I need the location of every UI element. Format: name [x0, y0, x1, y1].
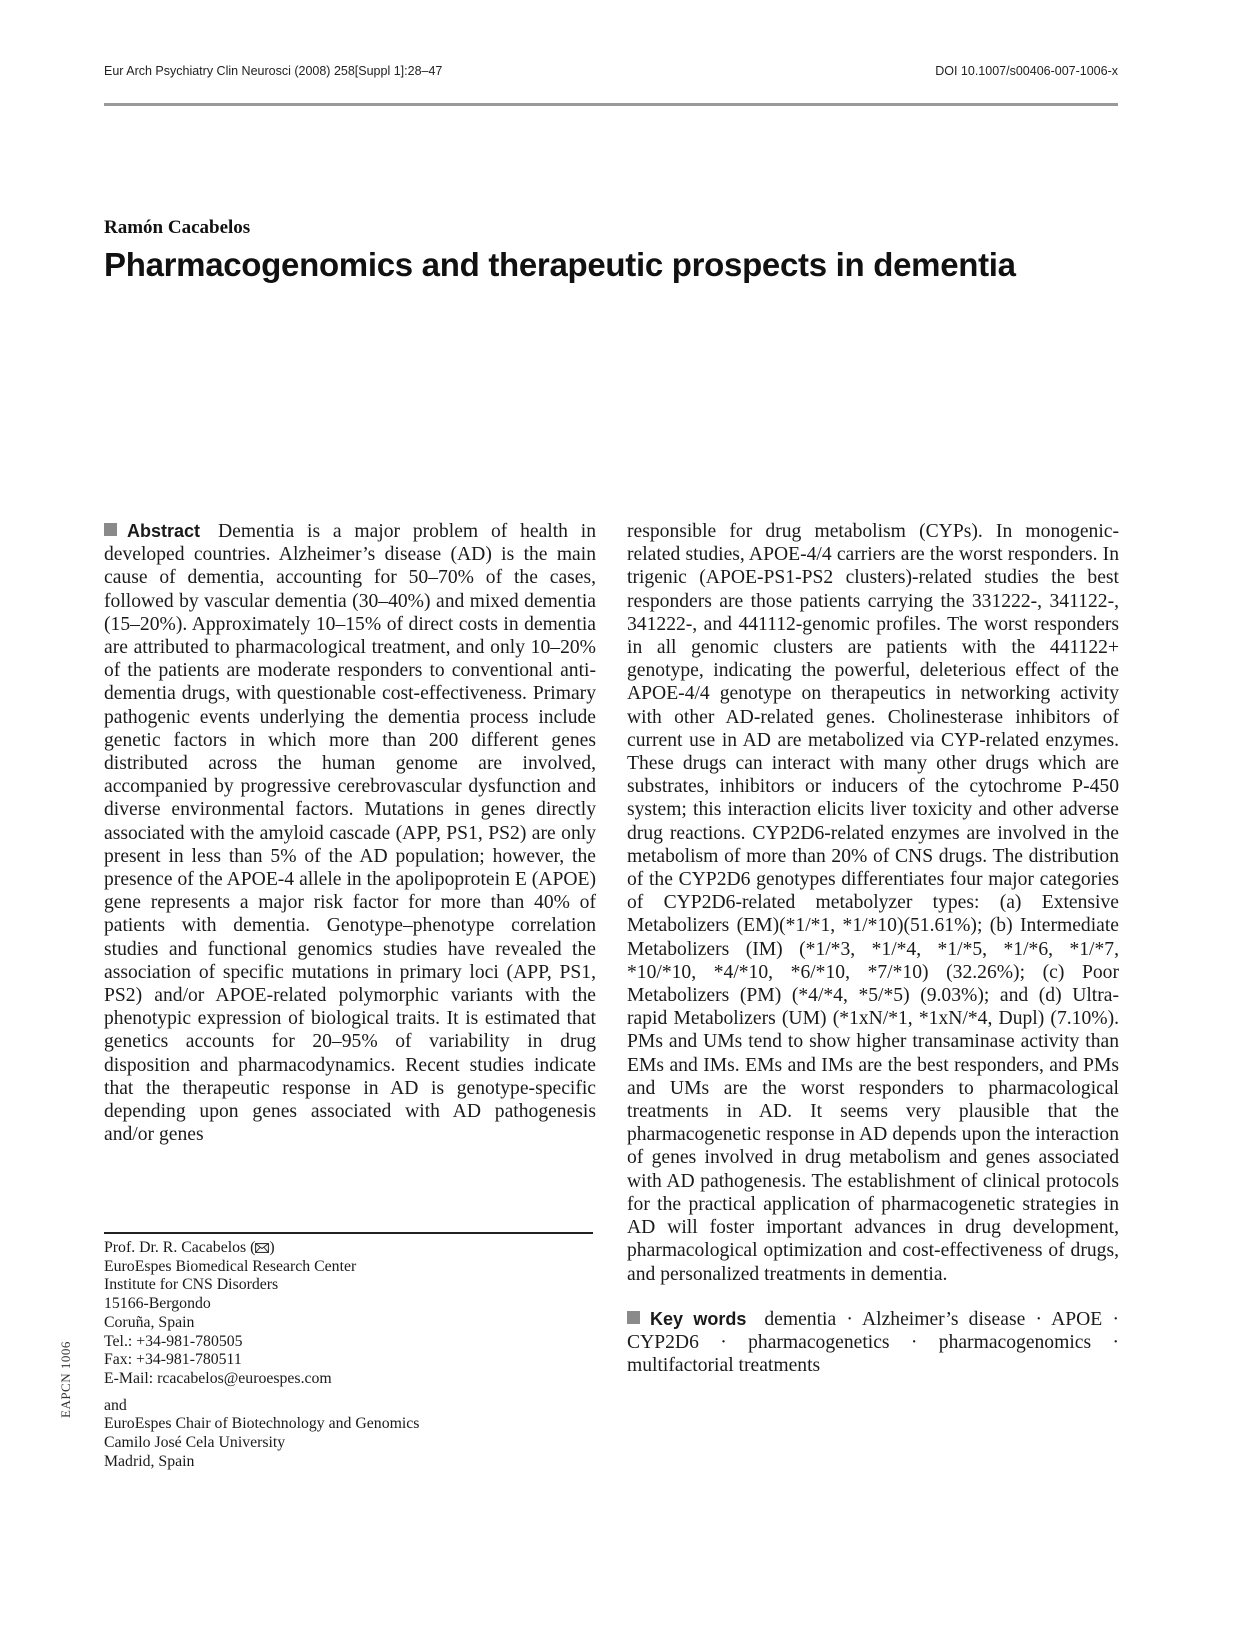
affiliation-and: and	[104, 1396, 127, 1414]
affiliation-line: 15166-Bergondo	[104, 1295, 211, 1313]
abstract-left-column	[104, 520, 596, 1146]
keywords-label: Key words	[650, 1308, 747, 1329]
fax-line: Fax: +34-981-780511	[104, 1351, 242, 1369]
affiliation-line: Camilo José Cela University	[104, 1434, 286, 1452]
keywords-text: dementia · Alzheimer’s disease · APOE · CYP2D6 · pharmacogenetics · pharmacogenomics · multifactorial treatments	[627, 1308, 1119, 1377]
correspondence-block	[104, 1239, 419, 1471]
correspondence-name: Prof. Dr. R. Cacabelos (	[104, 1239, 256, 1256]
email-line: E-Mail: rcacabelos@euroespes.com	[104, 1369, 332, 1387]
abstract-square-icon	[104, 523, 117, 536]
article-title: Pharmacogenomics and therapeutic prospects in dementia	[104, 246, 1016, 283]
author-name: Ramón Cacabelos	[104, 217, 251, 238]
envelope-icon	[255, 1243, 269, 1253]
affiliation-line: EuroEspes Biomedical Research Center	[104, 1257, 357, 1275]
phone-line: Tel.: +34-981-780505	[104, 1332, 243, 1350]
abstract-label: Abstract	[127, 521, 201, 541]
abstract-text-left: Dementia is a major problem of health in developed countries. Alzheimer’s disease (AD) is the main cause of dementia, accounting for 50–70% of the cases, followed by vascular dementia (30–40%) and mixed dementia (15–20%). Approximately 10–15% of direct costs in dementia are attributed to pharmacological treatment, and only 10–20% of the patients are moderate responders to conventional anti-dementia drugs, with questionable cost-effectiveness. Primary pathogenic events underlying the dementia process include genetic factors in which more than 200 different genes distributed across the human genome are involved, accompanied by progressive cerebrovascular dysfunction and diverse environmental factors. Mutations in genes directly associated with the amyloid cascade (APP, PS1, PS2) are only present in less than 5% of the AD population; however, the presence of the APOE-4 allele in the apolipoprotein E (APOE) gene represents a major risk factor for more than 40% of patients with dementia. Genotype–phenotype correlation studies and functional genomics studies have revealed the association of specific mutations in primary loci (APP, PS1, PS2) and/or APOE-related polymorphic variants with the phenotypic expression of biological traits. It is estimated that genetics accounts for 20–95% of variability in drug disposition and pharmacodynamics. Recent studies indicate that the therapeutic response in AD is genotype-specific depending upon genes associated with AD pathogenesis and/or genes	[104, 521, 596, 1146]
affiliation-line: Madrid, Spain	[104, 1452, 195, 1470]
correspondence-name-close: )	[269, 1239, 275, 1256]
doi: DOI 10.1007/s00406-007-1006-x	[935, 64, 1118, 78]
header-rule	[104, 103, 1118, 106]
affiliation-line: Coruña, Spain	[104, 1313, 195, 1331]
journal-citation: Eur Arch Psychiatry Clin Neurosci (2008) 258[Suppl 1]:28–47	[104, 64, 443, 78]
abstract-right-column	[627, 520, 1119, 1377]
correspondence-name-line	[104, 1239, 419, 1258]
side-manuscript-code: EAPCN 1006	[58, 1341, 73, 1418]
affiliation-line: Institute for CNS Disorders	[104, 1276, 279, 1294]
keywords-square-icon	[627, 1311, 640, 1324]
affiliation-rule	[104, 1232, 593, 1234]
running-head	[104, 64, 1118, 78]
abstract-text-right: responsible for drug metabolism (CYPs). In monogenic-related studies, APOE-4/4 carriers are the worst responders. In trigenic (APOE-PS1-PS2 clusters)-related studies the best responders are those patients carrying the 331222-, 341122-, 341222-, and 441112-genomic profiles. The worst responders in all genomic clusters are patients with the 441122+ genotype, indicating the powerful, deleterious effect of the APOE-4/4 genotype on therapeutics in networking activity with other AD-related genes. Cholinesterase inhibitors of current use in AD are metabolized via CYP-related enzymes. These drugs can interact with many other drugs which are substrates, inhibitors or inducers of the cytochrome P-450 system; this interaction elicits liver toxicity and other adverse drug reactions. CYP2D6-related enzymes are involved in the metabolism of more than 20% of CNS drugs. The distribution of the CYP2D6 genotypes differentiates four major categories of CYP2D6-related metabolyzer types: (a) Extensive Metabolizers (EM)(*1/*1, *1/*10)(51.61%); (b) Intermediate Metabolizers (IM) (*1/*3, *1/*4, *1/*5, *1/*6, *1/*7, *10/*10, *4/*10, *6/*10, *7/*10) (32.26%); (c) Poor Metabolizers (PM) (*4/*4, *5/*5) (9.03%); and (d) Ultra-rapid Metabolizers (UM) (*1xN/*1, *1xN/*4, Dupl) (7.10%). PMs and UMs tend to show higher transaminase activity than EMs and IMs. EMs and IMs are the best responders, and PMs and UMs are the worst responders to pharmacological treatments in AD. It seems very plausible that the pharmacogenetic response in AD depends upon the interaction of genes involved in drug metabolism and genes associated with AD pathogenesis. The establishment of clinical protocols for the practical application of pharmacogenetic strategies in AD will foster important advances in drug development, pharmacological optimization and cost-effectiveness of drugs, and personalized treatments in dementia.	[627, 521, 1119, 1285]
affiliation-line: EuroEspes Chair of Biotechnology and Genomics	[104, 1415, 420, 1433]
keywords-block	[627, 1308, 1119, 1378]
